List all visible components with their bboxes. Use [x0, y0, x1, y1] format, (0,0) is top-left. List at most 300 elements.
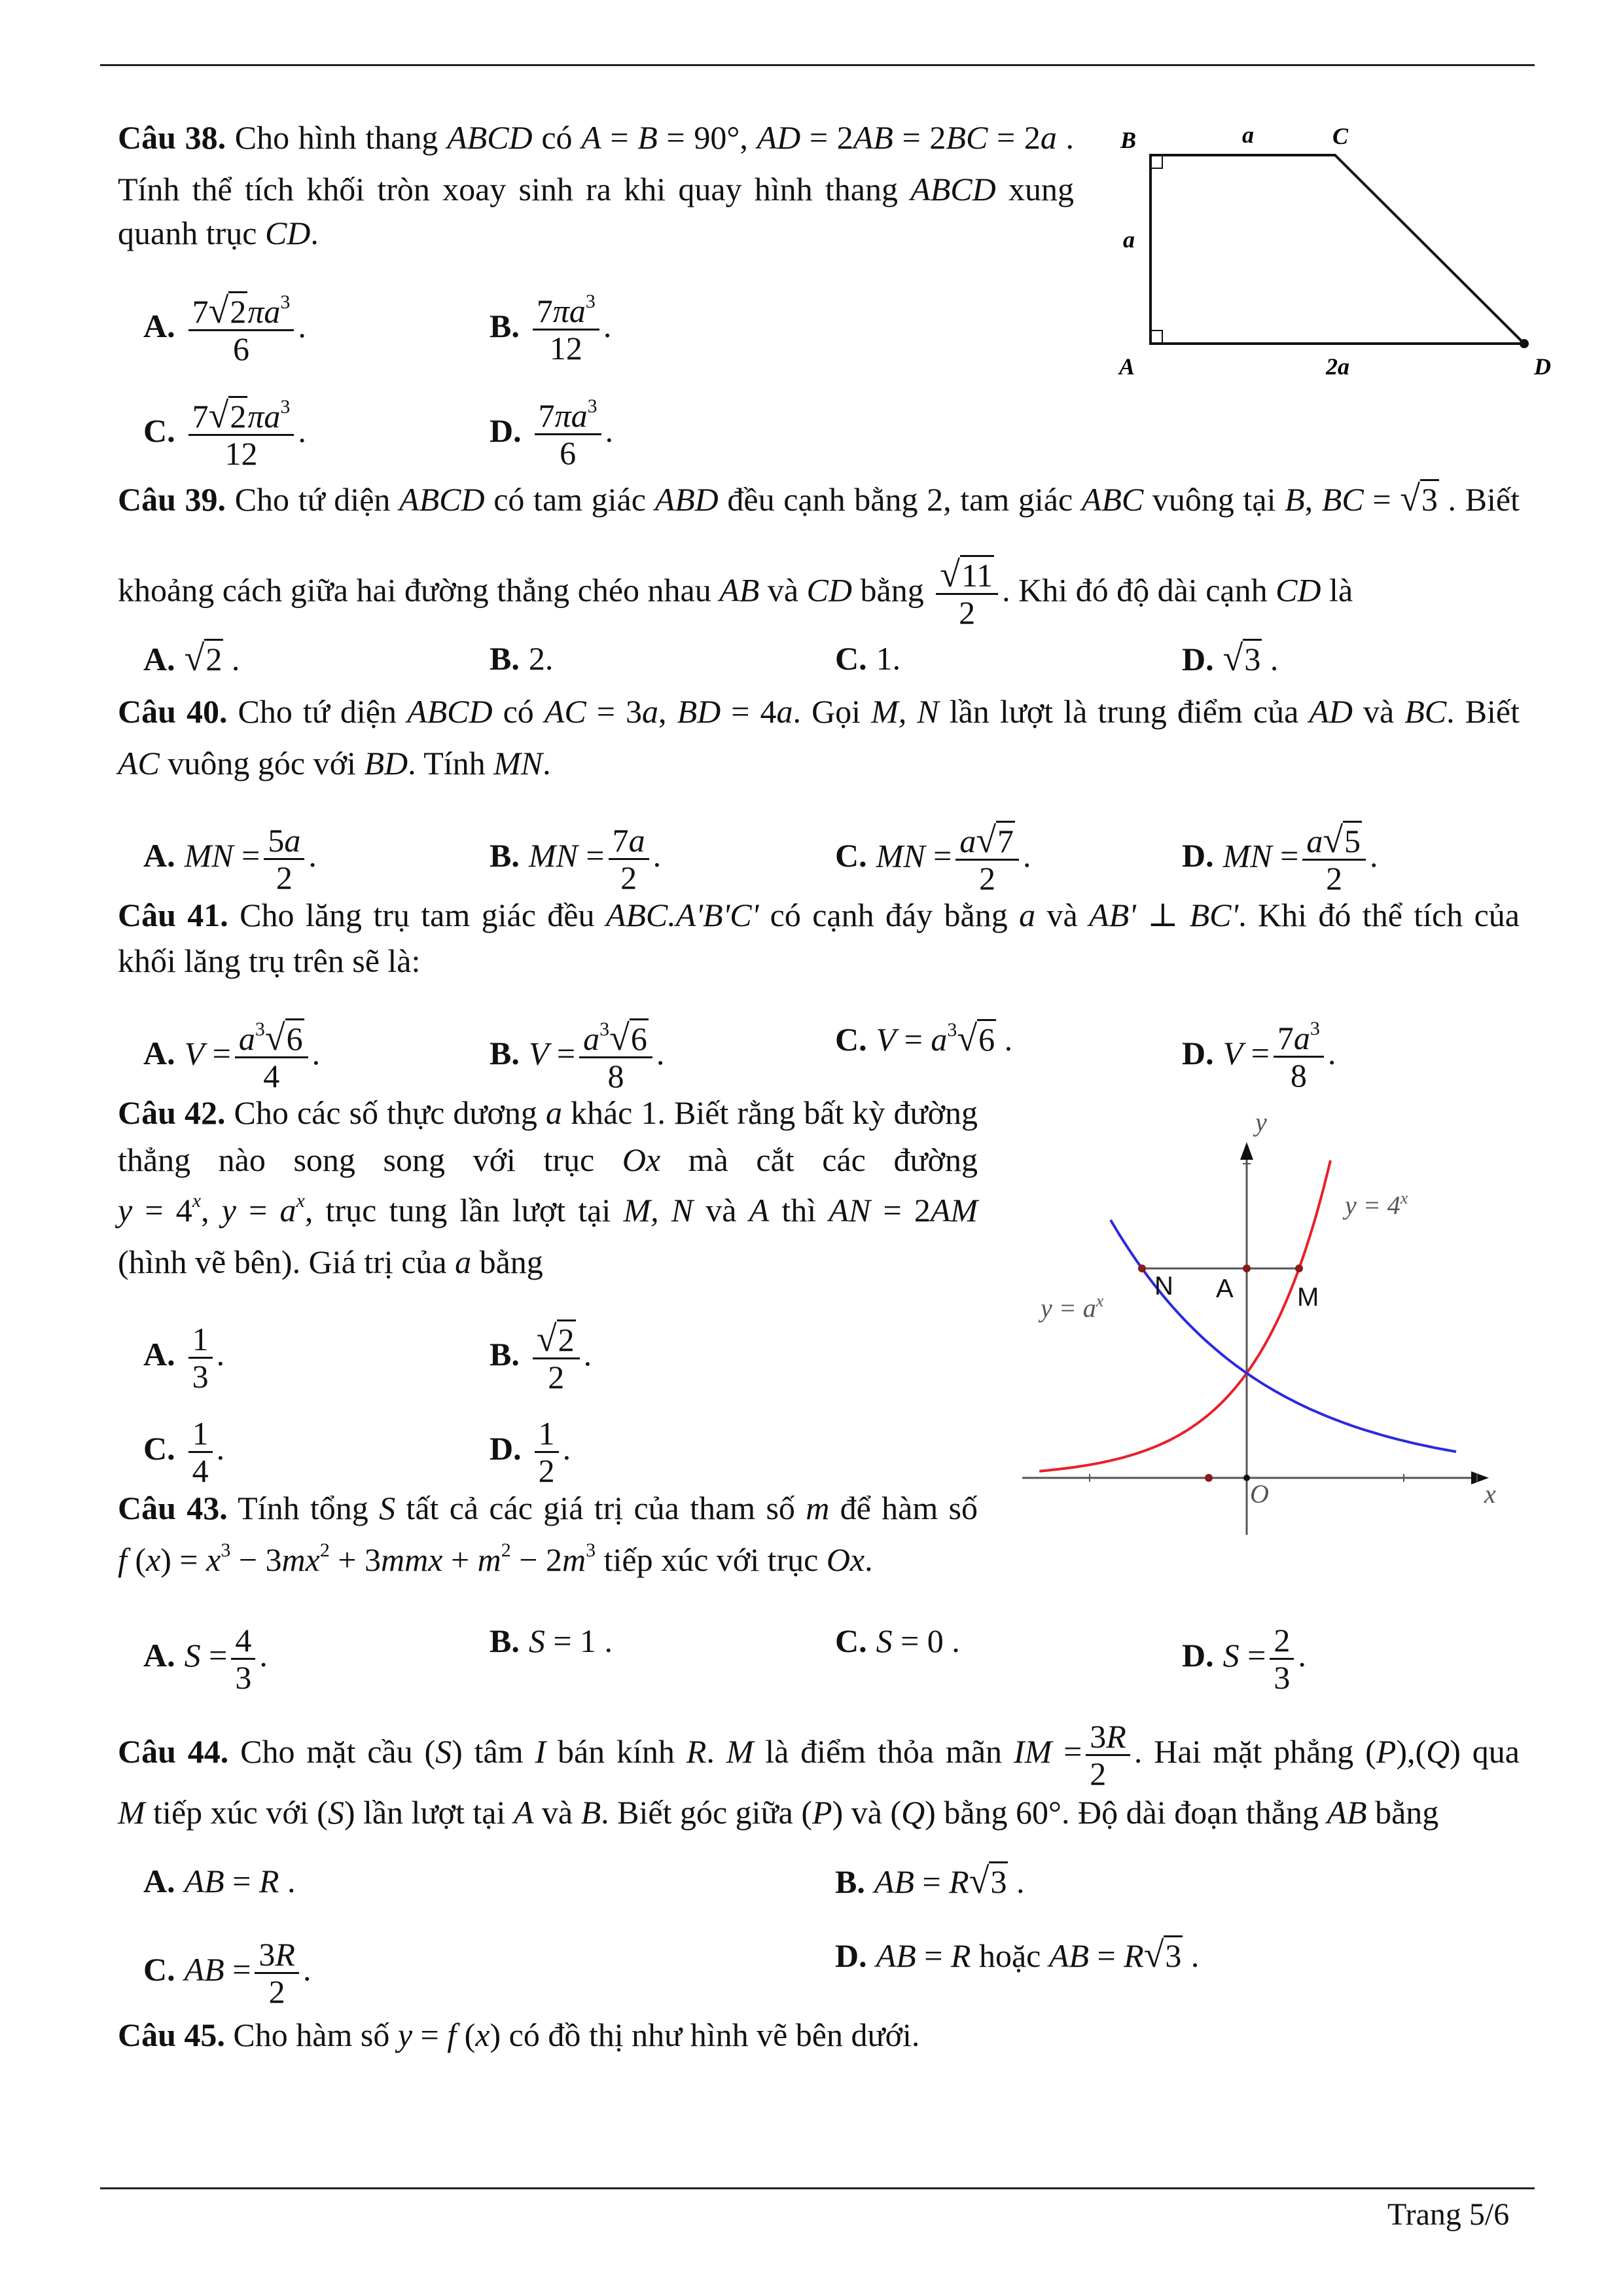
exponent: 3 — [585, 291, 596, 312]
text-run: bán kính — [546, 1732, 687, 1770]
math-symbol: AB — [719, 571, 760, 609]
text-run: , — [1304, 481, 1322, 518]
math-symbol: P — [812, 1794, 832, 1831]
question-number: Câu 39. — [118, 481, 226, 518]
text-run: khác 1. Biết rằng bất kỳ đường — [562, 1094, 978, 1131]
text-run: 2 — [959, 594, 976, 631]
option-label: B. — [835, 1863, 865, 1900]
radical-sign-icon: √ — [969, 1861, 990, 1901]
text-run: . — [652, 836, 662, 874]
question-number: Câu 43. — [118, 1490, 228, 1526]
text-run: . Khi đó độ dài cạnh — [1002, 571, 1276, 609]
option-label: C. — [143, 412, 175, 450]
math-symbol: BC' — [1189, 897, 1239, 933]
text-run: ) tâm — [452, 1732, 535, 1770]
math-symbol: S — [876, 1623, 893, 1659]
math-symbol: ABC.A'B'C' — [605, 897, 759, 933]
point-m-label: M — [1297, 1283, 1319, 1312]
math-symbol: R — [949, 1863, 969, 1900]
text-run: ) bằng 60°. Độ dài đoạn thẳng — [925, 1794, 1327, 1831]
radicand: 3 — [1420, 479, 1439, 518]
text-run: = — [548, 1035, 576, 1072]
exponent: 3 — [255, 1018, 265, 1040]
option-label: A. — [143, 641, 175, 677]
text-run: = — [896, 1021, 931, 1058]
text-run: . Gọi — [793, 693, 872, 730]
math-symbol: AD — [757, 119, 801, 156]
text-run: + — [442, 1541, 478, 1578]
math-symbol: A — [581, 119, 601, 156]
math-symbol: πa — [554, 397, 588, 434]
option-label: D. — [1182, 1636, 1214, 1674]
text-run: có — [532, 119, 582, 156]
math-symbol: AN — [829, 1192, 871, 1229]
math-symbol: R — [1124, 1937, 1144, 1974]
text-run: 4 — [263, 1058, 280, 1094]
text-run: 3 — [1274, 1659, 1291, 1696]
text-run: . — [298, 412, 306, 450]
math-symbol: mx — [281, 1541, 320, 1578]
text-run: 7 — [1277, 1020, 1294, 1056]
text-run: = — [914, 1863, 950, 1900]
math-symbol: R — [950, 1937, 971, 1974]
text-run: 7 — [536, 293, 553, 329]
text-run: bằng — [471, 1244, 543, 1280]
radical-sign-icon: √ — [609, 1018, 630, 1058]
math-symbol: R — [1106, 1718, 1126, 1755]
text-run: . Tính — [408, 745, 494, 781]
math-symbol: MN — [528, 836, 578, 874]
text-run: 6 — [233, 331, 249, 367]
text-run: có — [492, 693, 544, 730]
text-run: ) lần lượt tại — [344, 1794, 514, 1831]
question-number: Câu 38. — [118, 119, 226, 156]
radicand: 11 — [960, 555, 994, 594]
math-symbol: BD — [364, 745, 408, 781]
x-axis-point-dot — [1205, 1474, 1213, 1482]
option-label: C. — [835, 1021, 867, 1058]
math-symbol: M — [118, 1794, 145, 1831]
text-run: 7 — [612, 822, 629, 859]
text-run: 3 — [235, 1659, 252, 1696]
math-symbol: R — [275, 1936, 295, 1973]
text-run: bằng — [1366, 1794, 1439, 1831]
text-run: . — [223, 641, 240, 677]
text-run: mà cắt các đường — [660, 1141, 978, 1178]
text-run: . — [706, 1732, 726, 1770]
math-symbol: AC — [118, 745, 160, 781]
text-run: = 2 — [800, 119, 853, 156]
text-run: . Khi đó thể tích của — [1238, 897, 1520, 933]
text-run: khối lăng trụ trên sẽ là: — [118, 942, 421, 979]
radical-sign-icon: √ — [184, 638, 205, 679]
text-run: = — [1239, 1636, 1266, 1674]
text-run: ) có đồ thị như hình vẽ bên dưới. — [490, 2017, 920, 2053]
math-symbol: Ox — [826, 1541, 865, 1578]
footer-rule — [100, 2187, 1535, 2189]
text-run: . — [310, 215, 319, 251]
math-symbol: y — [221, 1192, 236, 1229]
math-symbol: x — [475, 2017, 490, 2053]
text-run: 2 — [548, 1359, 565, 1395]
radical-sign-icon: √ — [940, 554, 960, 595]
text-run: . Biết — [1438, 481, 1520, 518]
math-symbol: ABCD — [447, 119, 533, 156]
text-run: tiếp xúc với ( — [145, 1794, 328, 1831]
math-symbol: m — [806, 1490, 830, 1526]
text-run: = 90°, — [657, 119, 757, 156]
text-run: = — [233, 836, 260, 874]
math-symbol: BD — [677, 693, 721, 730]
text-run: tiếp xúc với trục — [596, 1541, 827, 1578]
text-run: 3 — [259, 1936, 276, 1973]
math-symbol: S — [1222, 1636, 1240, 1674]
exponent: x — [296, 1190, 305, 1211]
text-run: . — [312, 1035, 321, 1072]
option-label: C. — [143, 1950, 175, 1988]
math-symbol: IM — [1013, 1732, 1052, 1770]
option-label: D. — [1182, 641, 1214, 677]
trapezoid-shape — [1150, 155, 1524, 344]
text-run: = — [412, 2017, 448, 2053]
text-run: . — [996, 1021, 1013, 1058]
math-symbol: ABCD — [910, 171, 996, 207]
text-run: = 0 . — [892, 1623, 960, 1659]
math-symbol: V — [1222, 1034, 1243, 1071]
text-run: . — [298, 308, 306, 345]
text-run: 2 — [1274, 1622, 1291, 1659]
radical-sign-icon: √ — [1143, 1935, 1164, 1975]
math-symbol: A — [749, 1192, 770, 1229]
text-run: và — [1035, 897, 1090, 933]
text-run: = 1 . — [544, 1623, 613, 1659]
vertex-d-dot — [1521, 340, 1527, 347]
option-label: C. — [835, 640, 867, 677]
math-symbol: BC — [946, 119, 988, 156]
text-run: hoặc — [971, 1937, 1049, 1974]
text-run: 7 — [192, 398, 209, 435]
point-n-dot — [1138, 1265, 1146, 1272]
math-symbol: Ox — [622, 1141, 661, 1178]
math-symbol: S — [435, 1732, 452, 1770]
math-symbol: ABC — [1081, 481, 1144, 518]
text-run: 7 — [192, 293, 209, 330]
option-label: A. — [143, 308, 175, 345]
text-run: ⊥ — [1135, 897, 1190, 933]
math-symbol: CD — [806, 571, 853, 609]
text-run: , — [201, 1192, 222, 1229]
text-run: 3 — [1090, 1718, 1107, 1755]
math-symbol: ABCD — [407, 693, 493, 730]
radical-sign-icon: √ — [1222, 638, 1243, 679]
radicand: 2 — [557, 1319, 576, 1358]
text-run: . — [1262, 641, 1279, 677]
option-label: C. — [143, 1429, 175, 1467]
math-symbol: M — [726, 1732, 754, 1770]
text-run: . — [562, 1429, 571, 1467]
text-run: . — [543, 745, 551, 781]
text-run: 2 — [1090, 1755, 1107, 1792]
math-symbol: MN — [1222, 837, 1272, 874]
text-run: 3 — [192, 1358, 209, 1395]
exponent: 3 — [587, 395, 597, 417]
radicand: 2 — [204, 639, 223, 677]
radical-sign-icon: √ — [976, 820, 997, 861]
text-run: . — [216, 1335, 225, 1372]
option-label: D. — [490, 1429, 522, 1467]
radical-sign-icon: √ — [1400, 478, 1420, 519]
text-run: để hàm số — [829, 1490, 978, 1526]
right-angle-mark-b — [1150, 155, 1162, 168]
text-run: (hình vẽ bên). Giá trị của — [118, 1244, 455, 1280]
math-symbol: πa — [247, 293, 281, 330]
text-run: thì — [769, 1192, 829, 1229]
option-label: C. — [835, 1623, 867, 1659]
text-run: . Biết góc giữa ( — [601, 1794, 813, 1831]
text-run: = — [224, 1950, 251, 1988]
text-run: là điểm thỏa mãn — [753, 1732, 1014, 1770]
text-run: = 4 — [132, 1192, 192, 1229]
text-run: = — [916, 1937, 951, 1974]
text-run: lần lượt là trung điểm của — [938, 693, 1310, 730]
question-number: Câu 45. — [118, 2017, 225, 2053]
text-run: . — [1327, 1034, 1336, 1071]
option-label: D. — [490, 412, 522, 449]
exponent: 3 — [599, 1018, 610, 1040]
math-symbol: a — [583, 1020, 600, 1057]
math-symbol: AC — [544, 693, 586, 730]
option-label: B. — [490, 640, 520, 677]
math-symbol: AD — [1309, 693, 1353, 730]
radicand: 3 — [1164, 1935, 1183, 1974]
math-symbol: V — [184, 1035, 205, 1072]
text-run: . — [605, 412, 614, 449]
text-run: có cạnh đáy bằng — [758, 897, 1020, 933]
math-symbol: B — [1285, 481, 1305, 518]
text-run: 1. — [876, 640, 901, 677]
text-run: = — [1088, 1937, 1124, 1974]
text-run: = — [200, 1636, 228, 1674]
text-run: , trục tung lần lượt tại — [304, 1192, 624, 1229]
math-symbol: a — [238, 1020, 255, 1057]
math-symbol: f — [118, 1541, 127, 1578]
text-run: Cho lăng trụ tam giác đều — [228, 897, 606, 933]
text-run: . — [1008, 1863, 1025, 1900]
text-run: . — [279, 1863, 296, 1899]
exponent: 2 — [501, 1539, 511, 1561]
option-label: A. — [143, 836, 175, 874]
text-run: = 4 — [721, 693, 777, 730]
text-run: = 2 — [893, 119, 946, 156]
text-run: Tính tổng — [227, 1490, 380, 1526]
math-symbol: Q — [901, 1794, 925, 1831]
text-run: khoảng cách giữa hai đường thẳng chéo nhau — [118, 571, 720, 609]
point-n-label: N — [1154, 1272, 1173, 1300]
radical-sign-icon: √ — [536, 1319, 557, 1359]
text-run: Cho tứ diện — [226, 481, 400, 518]
radicand: 5 — [1343, 821, 1362, 859]
math-symbol: MN — [493, 745, 543, 781]
math-symbol: CD — [264, 215, 311, 251]
text-run: . — [216, 1429, 225, 1467]
math-symbol: y — [397, 2017, 413, 2053]
text-run: ( — [126, 1541, 147, 1578]
radicand: 6 — [630, 1018, 649, 1057]
text-run: Tính thể tích khối tròn xoay sinh ra khi quay hình thang — [118, 171, 911, 207]
vertex-c-label: C — [1332, 123, 1349, 149]
math-symbol: a — [1306, 823, 1323, 859]
math-symbol: x — [206, 1541, 221, 1578]
exponent: 3 — [947, 1019, 957, 1041]
math-symbol: I — [535, 1732, 546, 1770]
y-axis-label: y — [1255, 1107, 1267, 1137]
point-a-label: A — [1216, 1274, 1234, 1303]
math-symbol: m — [477, 1541, 501, 1578]
math-symbol: AB — [853, 119, 893, 156]
option-label: D. — [1182, 837, 1214, 874]
math-symbol: MN — [184, 836, 234, 874]
text-run: 7 — [538, 397, 555, 434]
math-symbol: AB — [876, 1937, 916, 1974]
exponent: 3 — [586, 1539, 596, 1561]
vertex-d-label: D — [1534, 353, 1551, 380]
math-symbol: m — [562, 1541, 586, 1578]
origin-dot — [1243, 1475, 1250, 1481]
radicand: 7 — [996, 821, 1015, 859]
math-symbol: B — [580, 1794, 601, 1831]
text-run: = — [601, 119, 638, 156]
trapezoid-figure — [1150, 155, 1527, 347]
vertex-a-label: A — [1119, 353, 1135, 380]
math-symbol: y — [118, 1192, 133, 1229]
point-a-dot — [1243, 1265, 1251, 1272]
text-run: = — [1272, 837, 1299, 874]
math-symbol: R — [259, 1863, 279, 1899]
math-symbol: mmx — [381, 1541, 443, 1578]
math-symbol: AB — [184, 1950, 224, 1988]
radicand: 6 — [285, 1018, 304, 1057]
text-run: 4 — [235, 1622, 252, 1659]
text-run: − 3 — [230, 1541, 282, 1578]
text-run: và — [533, 1794, 581, 1831]
option-label: A. — [143, 1636, 175, 1674]
option-label: B. — [490, 1336, 520, 1373]
text-run: . — [656, 1035, 665, 1072]
math-symbol: S — [379, 1490, 396, 1526]
x-axis-label: x — [1484, 1479, 1496, 1509]
math-symbol: f — [447, 2017, 457, 2053]
math-symbol: A — [513, 1794, 534, 1831]
text-run: = 2 — [870, 1192, 931, 1229]
math-symbol: AB — [874, 1863, 914, 1900]
math-symbol: S — [184, 1636, 201, 1674]
text-run: quanh trục — [118, 215, 265, 251]
math-symbol: a — [455, 1244, 472, 1280]
math-symbol: B — [637, 119, 658, 156]
text-run: 2 — [276, 859, 293, 896]
text-run: . — [1298, 1636, 1306, 1674]
text-run: ),( — [1396, 1732, 1427, 1770]
math-symbol: a — [1019, 897, 1036, 933]
text-run: = — [1052, 1732, 1082, 1770]
y-axis-arrow — [1240, 1142, 1253, 1160]
curve-4x-label: $y = 4^x$ — [1345, 1189, 1408, 1220]
text-run: . — [302, 1950, 312, 1988]
text-run: xung — [995, 171, 1075, 207]
text-run: 2 — [979, 860, 996, 897]
text-run: 4 — [192, 1452, 209, 1489]
option-label: B. — [490, 836, 520, 874]
math-symbol: a — [545, 1094, 562, 1131]
question-number: Câu 40. — [118, 693, 228, 730]
text-run: 6 — [560, 435, 577, 471]
math-symbol: MN — [876, 837, 925, 874]
math-symbol: R — [686, 1732, 707, 1770]
math-symbol: V — [876, 1021, 897, 1058]
text-run: = — [236, 1192, 280, 1229]
text-run: ) và ( — [832, 1794, 902, 1831]
math-symbol: πa — [247, 398, 281, 435]
radicand: 3 — [989, 1861, 1008, 1900]
question-number: Câu 44. — [118, 1732, 229, 1770]
text-run: = — [577, 836, 605, 874]
text-run: + 3 — [329, 1541, 382, 1578]
math-symbol: CD — [1275, 571, 1321, 609]
text-run: ) = — [160, 1541, 207, 1578]
text-run: 2 — [620, 859, 637, 896]
text-run: 8 — [607, 1058, 624, 1094]
text-run: . Biết — [1446, 693, 1520, 730]
question-number: Câu 42. — [118, 1094, 226, 1131]
text-run: và — [759, 571, 807, 609]
math-symbol: a — [279, 1192, 296, 1229]
text-run: 12 — [549, 330, 582, 367]
side-ab-label: a — [1123, 226, 1135, 253]
option-label: D. — [835, 1937, 867, 1974]
text-run: . — [259, 1636, 268, 1674]
page-number: Trang 5/6 — [1387, 2197, 1510, 2232]
text-run: . — [603, 307, 612, 344]
math-symbol: AB' — [1089, 897, 1136, 933]
math-symbol: a — [628, 822, 645, 859]
option-label: D. — [1182, 1034, 1214, 1071]
math-symbol: V — [528, 1035, 549, 1072]
radical-sign-icon: √ — [1323, 820, 1344, 861]
origin-label: O — [1250, 1479, 1269, 1509]
math-symbol: M, N — [623, 1192, 694, 1229]
math-symbol: P — [1376, 1732, 1397, 1770]
text-run: 2 — [1326, 860, 1343, 897]
math-symbol: BC — [1404, 693, 1447, 730]
math-symbol: ABD — [654, 481, 719, 518]
text-run: . — [1183, 1937, 1200, 1974]
math-symbol: a — [284, 822, 301, 859]
exponent: x — [192, 1190, 202, 1211]
text-run: là — [1321, 571, 1353, 609]
math-symbol: BC — [1321, 481, 1364, 518]
radical-sign-icon: √ — [208, 395, 229, 436]
option-label: A. — [143, 1035, 175, 1072]
exponent: 3 — [280, 396, 291, 418]
math-symbol: ABCD — [399, 481, 485, 518]
text-run: thẳng nào song song với trục — [118, 1141, 622, 1178]
math-symbol: πa — [552, 293, 586, 329]
text-run: Cho tứ diện — [227, 693, 408, 730]
exponent: 2 — [319, 1539, 330, 1561]
text-run: . — [308, 836, 317, 874]
text-run: = — [1363, 481, 1400, 518]
text-run: = — [1243, 1034, 1270, 1071]
